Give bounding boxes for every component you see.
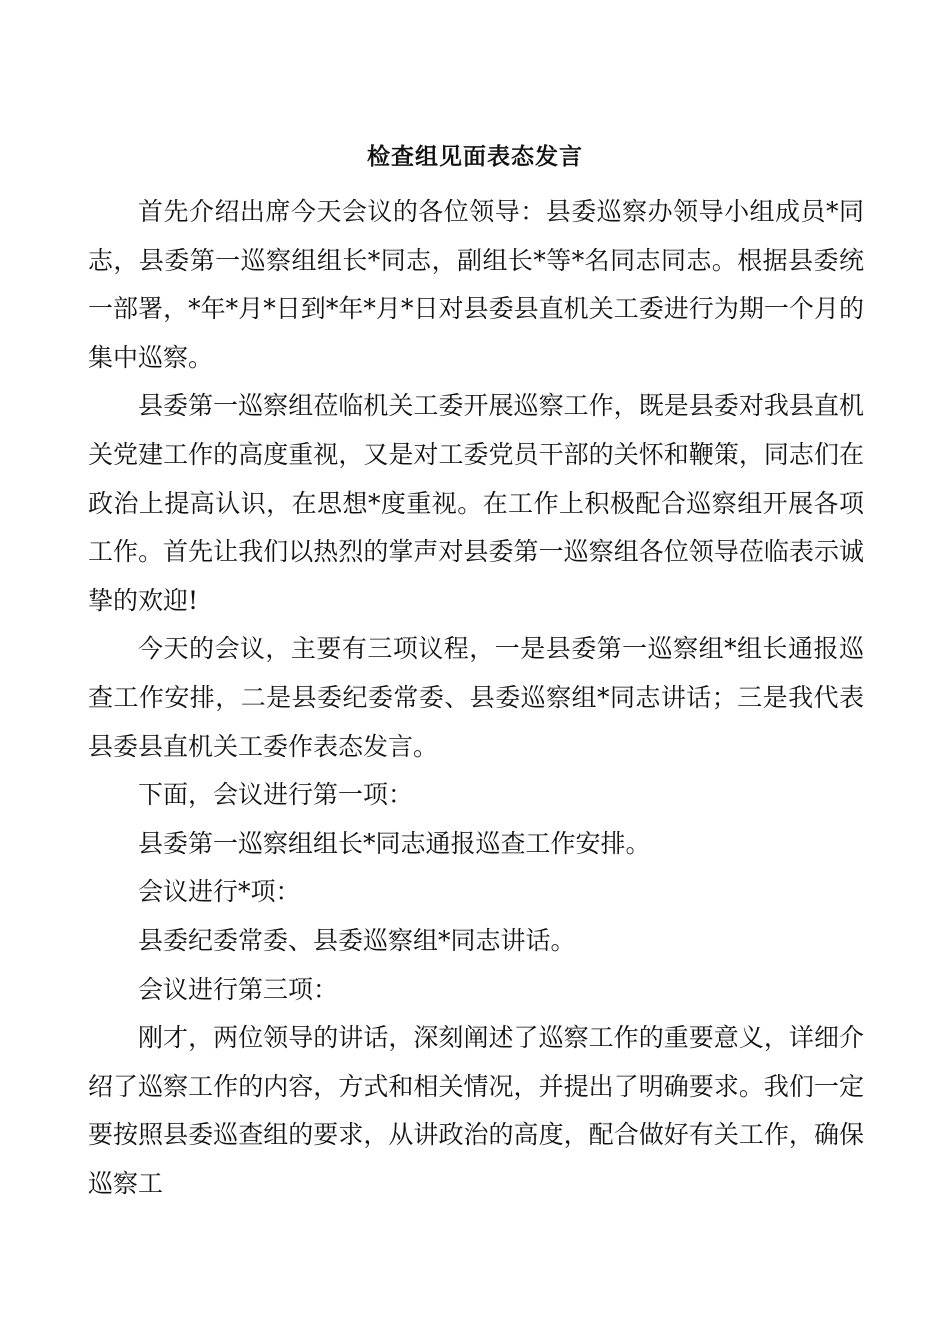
paragraph-item-two: 县委纪委常委、县委巡察组*同志讲话。 <box>138 925 576 955</box>
paragraph-item-three-heading: 会议进行第三项： <box>138 974 339 1004</box>
paragraph-item-two-heading: 会议进行*项： <box>138 877 301 907</box>
paragraph-item-one: 县委第一巡察组组长*同志通报巡查工作安排。 <box>138 828 651 858</box>
paragraph-statement: 刚才，两位领导的讲话，深刻阐述了巡察工作的重要意义，详细介绍了巡察工作的内容，方式和相关情况，并提出了明确要求。我们一定要按照县委巡查组的要求，从讲政治的高度，配合做好有关工作，确保巡察工 <box>88 1023 864 1198</box>
paragraph-agenda: 今天的会议，主要有三项议程，一是县委第一巡察组*组长通报巡查工作安排，二是县委纪委常委、县委巡察组*同志讲话；三是我代表县委县直机关工委作表态发言。 <box>88 634 864 761</box>
document-body <box>88 188 864 1208</box>
document-title: 检查组见面表态发言 <box>367 143 583 170</box>
paragraph-welcome: 县委第一巡察组莅临机关工委开展巡察工作，既是县委对我县直机关党建工作的高度重视，又是对工委党员干部的关怀和鞭策，同志们在政治上提高认识，在思想*度重视。在工作上积极配合巡察组开展各项工作。首先让我们以热烈的掌声对县委第一巡察组各位领导莅临表示诚挚的欢迎! <box>88 391 864 615</box>
paragraph-attendees: 首先介绍出席今天会议的各位领导：县委巡察办领导小组成员*同志，县委第一巡察组组长*同志，副组长*等*名同志同志。根据县委统一部署，*年*月*日到*年*月*日对县委县直机关工委进行为期一个月的集中巡察。 <box>88 197 864 372</box>
paragraph-item-one-heading: 下面，会议进行第一项： <box>138 780 414 810</box>
